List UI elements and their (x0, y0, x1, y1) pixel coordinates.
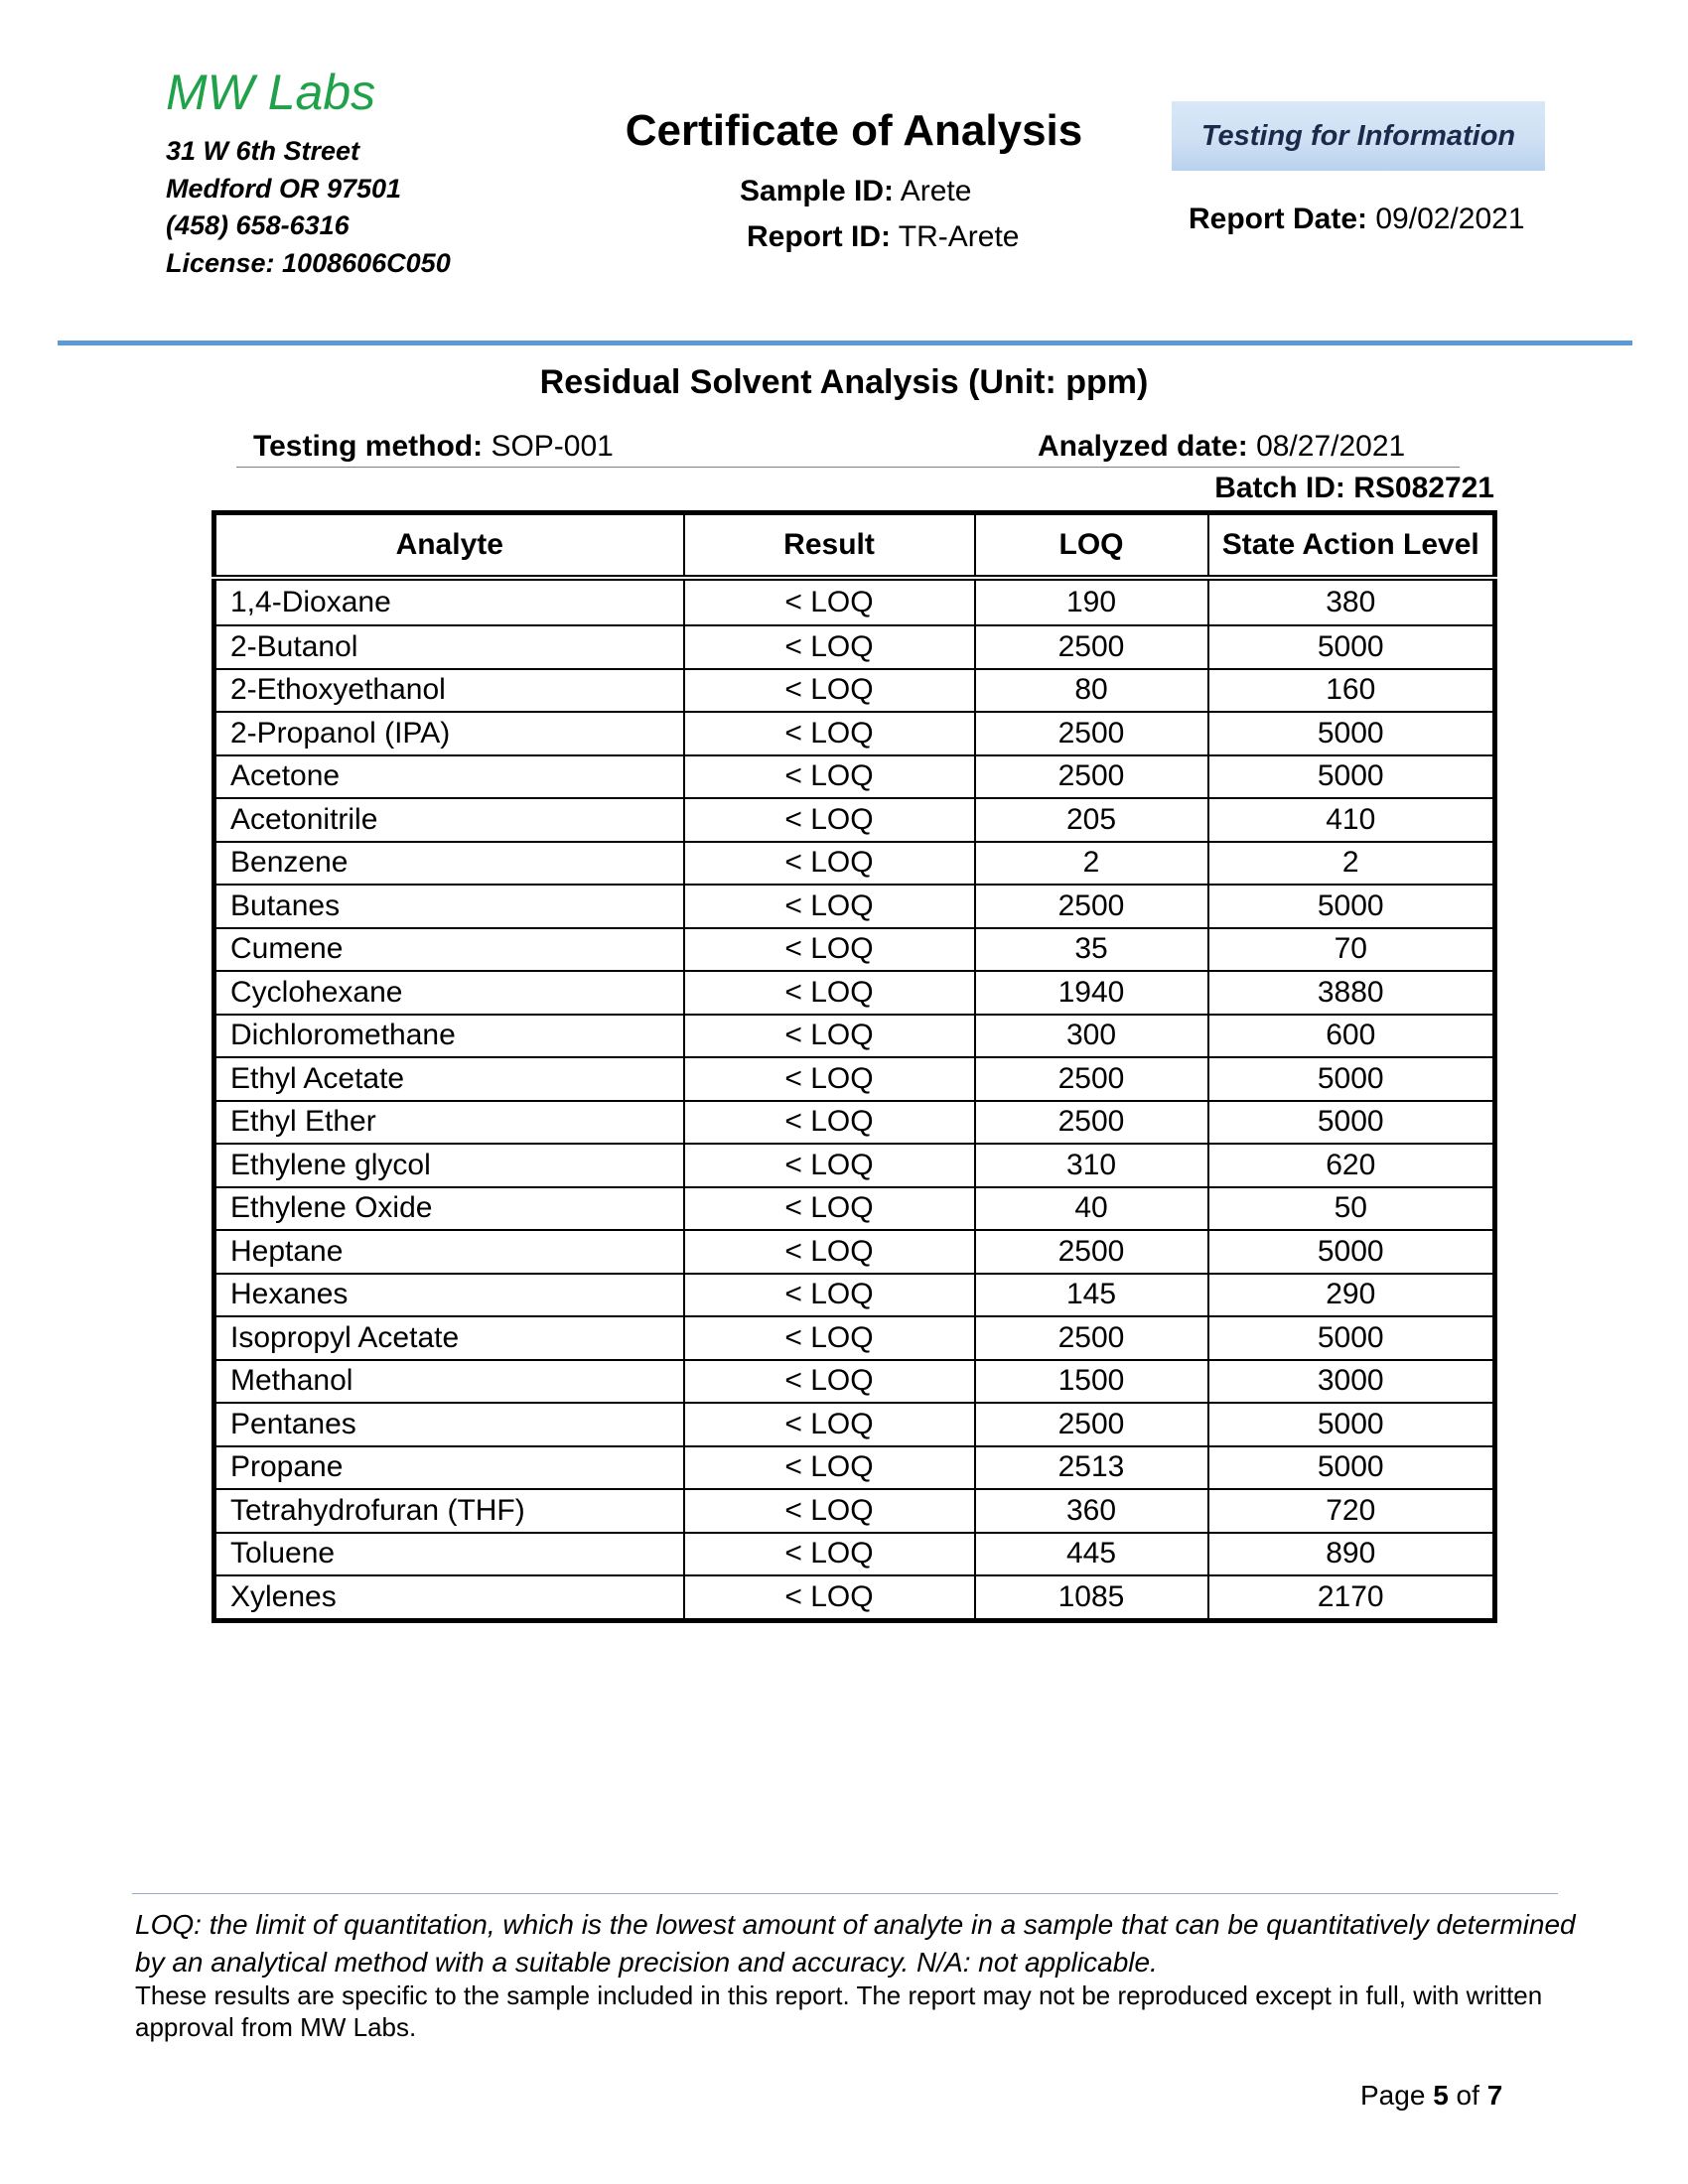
report-date-label: Report Date: (1189, 203, 1368, 235)
results-table (211, 510, 1497, 1623)
result-cell: < LOQ (684, 1489, 975, 1533)
analyte-cell: Tetrahydrofuran (THF) (214, 1489, 684, 1533)
loq-definition-note: LOQ: the limit of quantitation, which is the lowest amount of analyte in a sample that can be quantitatively determined by an analytical method with a suitable precision and accuracy. N/A: not applicable. (135, 1909, 1576, 1978)
table-row (214, 1101, 1495, 1145)
sample-id-label: Sample ID: (740, 175, 895, 207)
analyte-cell: Ethylene Oxide (214, 1187, 684, 1231)
page-prefix: Page (1360, 2080, 1426, 2111)
report-id-value: TR-Arete (898, 220, 1020, 253)
loq-cell: 2 (975, 842, 1208, 886)
action-level-cell: 5000 (1208, 1101, 1495, 1145)
loq-cell: 2500 (975, 1403, 1208, 1446)
action-level-cell: 5000 (1208, 1057, 1495, 1101)
table-row (214, 1489, 1495, 1533)
loq-cell: 40 (975, 1187, 1208, 1231)
analyte-cell: Ethylene glycol (214, 1144, 684, 1187)
table-row (214, 1187, 1495, 1231)
analyte-cell: Isopropyl Acetate (214, 1316, 684, 1360)
page-of: of (1456, 2080, 1479, 2111)
result-cell: < LOQ (684, 755, 975, 799)
analyte-cell: Acetonitrile (214, 798, 684, 842)
analyte-cell: Propane (214, 1446, 684, 1490)
result-cell: < LOQ (684, 1533, 975, 1576)
analyte-cell: Xylenes (214, 1575, 684, 1620)
disclaimer: These results are specific to the sample included in this report. The report may not be reproduced except in full, with written approval from MW Labs. (135, 1980, 1543, 2042)
lab-address (166, 133, 451, 282)
action-level-cell: 380 (1208, 578, 1495, 625)
result-cell: < LOQ (684, 1575, 975, 1620)
table-row (214, 1230, 1495, 1274)
action-level-cell: 890 (1208, 1533, 1495, 1576)
table-row (214, 625, 1495, 669)
loq-cell: 2500 (975, 625, 1208, 669)
action-level-cell: 5000 (1208, 625, 1495, 669)
report-date-value: 09/02/2021 (1375, 203, 1525, 235)
analyte-cell: 2-Ethoxyethanol (214, 669, 684, 713)
table-row (214, 971, 1495, 1015)
analyte-cell: Methanol (214, 1360, 684, 1404)
testing-method-label: Testing method: (253, 430, 484, 463)
table-row (214, 1575, 1495, 1620)
action-level-cell: 5000 (1208, 1316, 1495, 1360)
testing-method (253, 430, 614, 464)
table-row (214, 712, 1495, 755)
analyzed-date-label: Analyzed date: (1038, 430, 1248, 463)
table-row (214, 1057, 1495, 1101)
table-header-row (214, 513, 1495, 579)
action-level-cell: 5000 (1208, 755, 1495, 799)
action-level-cell: 5000 (1208, 1230, 1495, 1274)
action-level-cell: 5000 (1208, 885, 1495, 928)
lab-address-phone: (458) 658-6316 (166, 210, 350, 240)
action-level-cell: 410 (1208, 798, 1495, 842)
action-level-cell: 5000 (1208, 1403, 1495, 1446)
action-level-cell: 5000 (1208, 1446, 1495, 1490)
header-divider (58, 341, 1632, 345)
action-level-cell: 290 (1208, 1274, 1495, 1317)
loq-cell: 80 (975, 669, 1208, 713)
analyte-cell: Cumene (214, 928, 684, 972)
analyte-cell: 2-Propanol (IPA) (214, 712, 684, 755)
action-level-cell: 720 (1208, 1489, 1495, 1533)
table-row (214, 1316, 1495, 1360)
loq-cell: 1500 (975, 1360, 1208, 1404)
action-level-cell: 50 (1208, 1187, 1495, 1231)
table-row (214, 885, 1495, 928)
table-row (214, 1144, 1495, 1187)
analyte-cell: 2-Butanol (214, 625, 684, 669)
analyte-cell: Ethyl Ether (214, 1101, 684, 1145)
lab-address-city: Medford OR 97501 (166, 173, 402, 204)
result-cell: < LOQ (684, 1403, 975, 1446)
table-row (214, 1015, 1495, 1058)
loq-cell: 445 (975, 1533, 1208, 1576)
loq-cell: 145 (975, 1274, 1208, 1317)
action-level-cell: 5000 (1208, 712, 1495, 755)
loq-cell: 2513 (975, 1446, 1208, 1490)
analyte-cell: Dichloromethane (214, 1015, 684, 1058)
analyzed-date (1038, 430, 1405, 464)
analyte-cell: Acetone (214, 755, 684, 799)
lab-address-license: License: 1008606C050 (166, 247, 451, 278)
meta-divider (236, 467, 1460, 468)
lab-name: MW Labs (166, 65, 376, 120)
result-cell: < LOQ (684, 712, 975, 755)
analyte-cell: Cyclohexane (214, 971, 684, 1015)
result-cell: < LOQ (684, 1144, 975, 1187)
table-row (214, 1446, 1495, 1490)
analyte-cell: Heptane (214, 1230, 684, 1274)
analyte-cell: Butanes (214, 885, 684, 928)
loq-cell: 360 (975, 1489, 1208, 1533)
analyte-cell: Toluene (214, 1533, 684, 1576)
column-header-result: Result (684, 513, 975, 579)
loq-cell: 190 (975, 578, 1208, 625)
action-level-cell: 2 (1208, 842, 1495, 886)
table-row (214, 842, 1495, 886)
report-id-label: Report ID: (747, 220, 891, 253)
loq-cell: 2500 (975, 1316, 1208, 1360)
loq-cell: 1940 (975, 971, 1208, 1015)
table-row (214, 1360, 1495, 1404)
action-level-cell: 70 (1208, 928, 1495, 972)
sample-id (740, 175, 971, 208)
testing-method-value: SOP-001 (491, 430, 614, 463)
result-cell: < LOQ (684, 1187, 975, 1231)
table-row (214, 755, 1495, 799)
lab-address-street: 31 W 6th Street (166, 136, 360, 166)
loq-cell: 2500 (975, 1230, 1208, 1274)
result-cell: < LOQ (684, 1015, 975, 1058)
column-header-loq: LOQ (975, 513, 1208, 579)
table-row (214, 669, 1495, 713)
result-cell: < LOQ (684, 1316, 975, 1360)
page-total: 7 (1486, 2080, 1503, 2111)
result-cell: < LOQ (684, 1274, 975, 1317)
analyte-cell: Benzene (214, 842, 684, 886)
page-number (1360, 2080, 1502, 2112)
action-level-cell: 160 (1208, 669, 1495, 713)
analyte-cell: Hexanes (214, 1274, 684, 1317)
footer-divider (132, 1893, 1558, 1894)
sample-id-value: Arete (900, 175, 972, 207)
action-level-cell: 600 (1208, 1015, 1495, 1058)
result-cell: < LOQ (684, 1446, 975, 1490)
result-cell: < LOQ (684, 798, 975, 842)
report-id (747, 220, 1019, 254)
action-level-cell: 3880 (1208, 971, 1495, 1015)
analyte-cell: Pentanes (214, 1403, 684, 1446)
action-level-cell: 3000 (1208, 1360, 1495, 1404)
loq-cell: 35 (975, 928, 1208, 972)
result-cell: < LOQ (684, 1057, 975, 1101)
result-cell: < LOQ (684, 1360, 975, 1404)
result-cell: < LOQ (684, 971, 975, 1015)
table-row (214, 578, 1495, 625)
analyzed-date-value: 08/27/2021 (1256, 430, 1406, 463)
table-row (214, 1403, 1495, 1446)
result-cell: < LOQ (684, 1230, 975, 1274)
loq-cell: 2500 (975, 755, 1208, 799)
loq-cell: 2500 (975, 885, 1208, 928)
section-title: Residual Solvent Analysis (Unit: ppm) (539, 363, 1149, 401)
result-cell: < LOQ (684, 669, 975, 713)
page-title: Certificate of Analysis (625, 106, 1083, 155)
loq-cell: 300 (975, 1015, 1208, 1058)
loq-cell: 205 (975, 798, 1208, 842)
result-cell: < LOQ (684, 578, 975, 625)
table-row (214, 1274, 1495, 1317)
action-level-cell: 2170 (1208, 1575, 1495, 1620)
loq-cell: 2500 (975, 1057, 1208, 1101)
result-cell: < LOQ (684, 625, 975, 669)
result-cell: < LOQ (684, 1101, 975, 1145)
testing-for-information-badge: Testing for Information (1172, 101, 1545, 171)
table-row (214, 1533, 1495, 1576)
batch-id: Batch ID: RS082721 (1214, 472, 1494, 504)
report-date (1189, 203, 1525, 236)
loq-cell: 310 (975, 1144, 1208, 1187)
page-current: 5 (1433, 2080, 1449, 2111)
result-cell: < LOQ (684, 928, 975, 972)
table-row (214, 928, 1495, 972)
loq-cell: 1085 (975, 1575, 1208, 1620)
loq-cell: 2500 (975, 1101, 1208, 1145)
column-header-state-action-level: State Action Level (1208, 513, 1495, 579)
results-table-body (214, 578, 1495, 1620)
column-header-analyte: Analyte (214, 513, 684, 579)
action-level-cell: 620 (1208, 1144, 1495, 1187)
result-cell: < LOQ (684, 842, 975, 886)
table-row (214, 798, 1495, 842)
analyte-cell: 1,4-Dioxane (214, 578, 684, 625)
loq-cell: 2500 (975, 712, 1208, 755)
result-cell: < LOQ (684, 885, 975, 928)
analyte-cell: Ethyl Acetate (214, 1057, 684, 1101)
